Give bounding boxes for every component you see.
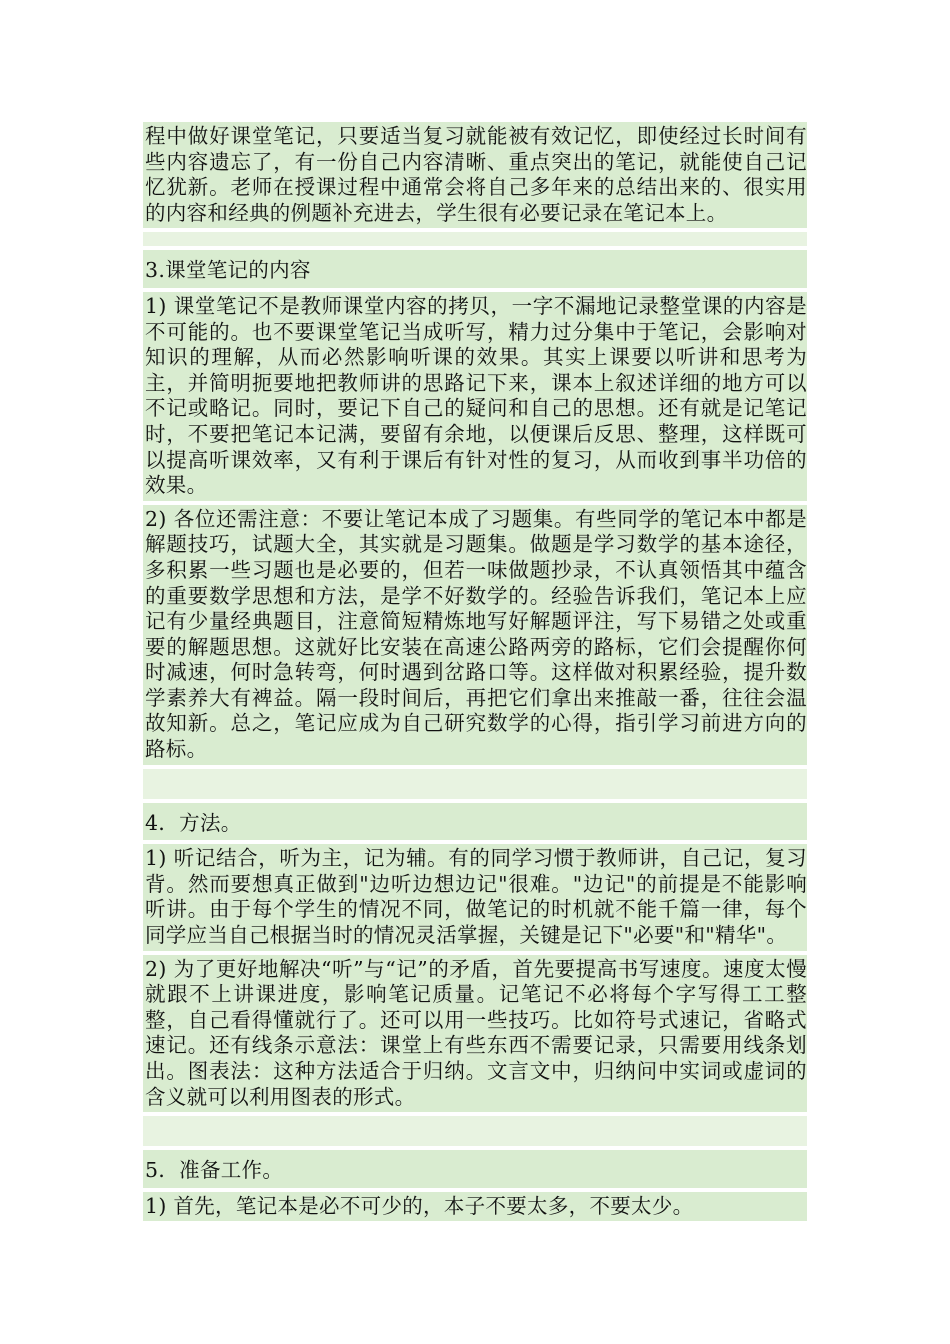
blank-line <box>143 769 807 799</box>
section-4-paragraph-1: 1) 听记结合，听为主，记为辅。有的同学习惯于教师讲，自己记，复习背。然而要想真正做到"边听边想边记"很难。"边记"的前提是不能影响听讲。由于每个学生的情况不同，做笔记的时机就不能千篇一律，每个同学应当自己根据当时的情况灵活掌握，关键是记下"必要"和"精华"。 <box>143 844 807 950</box>
paragraph-intro: 程中做好课堂笔记，只要适当复习就能被有效记忆，即使经过长时间有些内容遗忘了，有一份自己内容清晰、重点突出的笔记，就能使自己记忆犹新。老师在授课过程中通常会将自己多年来的总结出来的、很实用的内容和经典的例题补充进去，学生很有必要记录在笔记本上。 <box>143 122 807 228</box>
section-3-heading: 3.课堂笔记的内容 <box>143 250 807 288</box>
blank-line <box>143 1116 807 1146</box>
section-3-paragraph-2: 2) 各位还需注意：不要让笔记本成了习题集。有些同学的笔记本中都是解题技巧，试题大全，其实就是习题集。做题是学习数学的基本途径，多积累一些习题也是必要的，但若一味做题抄录，不认真领悟其中蕴含的重要数学思想和方法，是学不好数学的。经验告诉我们，笔记本上应记有少量经典题目，注意简短精炼地写好解题评注，写下易错之处或重要的解题思想。这就好比安装在高速公路两旁的路标，它们会提醒你何时减速，何时急转弯，何时遇到岔路口等。这样做对积累经验，提升数学素养大有裨益。隔一段时间后，再把它们拿出来推敲一番，往往会温故知新。总之，笔记应成为自己研究数学的心得，指引学习前进方向的路标。 <box>143 505 807 765</box>
section-4-paragraph-2: 2) 为了更好地解决“听”与“记”的矛盾，首先要提高书写速度。速度太慢就跟不上讲课进度，影响笔记质量。记笔记不必将每个字写得工工整整，自己看得懂就行了。还可以用一些技巧。比如符号式速记，省略式速记。还有线条示意法：课堂上有些东西不需要记录，只需要用线条划出。图表法：这种方法适合于归纳。文言文中，归纳问中实词或虚词的含义就可以利用图表的形式。 <box>143 955 807 1113</box>
blank-line <box>143 232 807 246</box>
section-4-heading: 4．方法。 <box>143 803 807 841</box>
section-5-paragraph-1: 1) 首先，笔记本是必不可少的，本子不要太多，不要太少。 <box>143 1192 807 1222</box>
section-3-paragraph-1: 1) 课堂笔记不是教师课堂内容的拷贝，一字不漏地记录整堂课的内容是不可能的。也不要课堂笔记当成听写，精力过分集中于笔记，会影响对知识的理解，从而必然影响听课的效果。其实上课要以听讲和思考为主，并简明扼要地把教师讲的思路记下来，课本上叙述详细的地方可以不记或略记。同时，要记下自己的疑问和自己的思想。还有就是记笔记时，不要把笔记本记满，要留有余地，以便课后反思、整理，这样既可以提高听课效率，又有利于课后有针对性的复习，从而收到事半功倍的效果。 <box>143 292 807 501</box>
document-body <box>143 122 807 1225</box>
section-5-heading: 5．准备工作。 <box>143 1150 807 1188</box>
